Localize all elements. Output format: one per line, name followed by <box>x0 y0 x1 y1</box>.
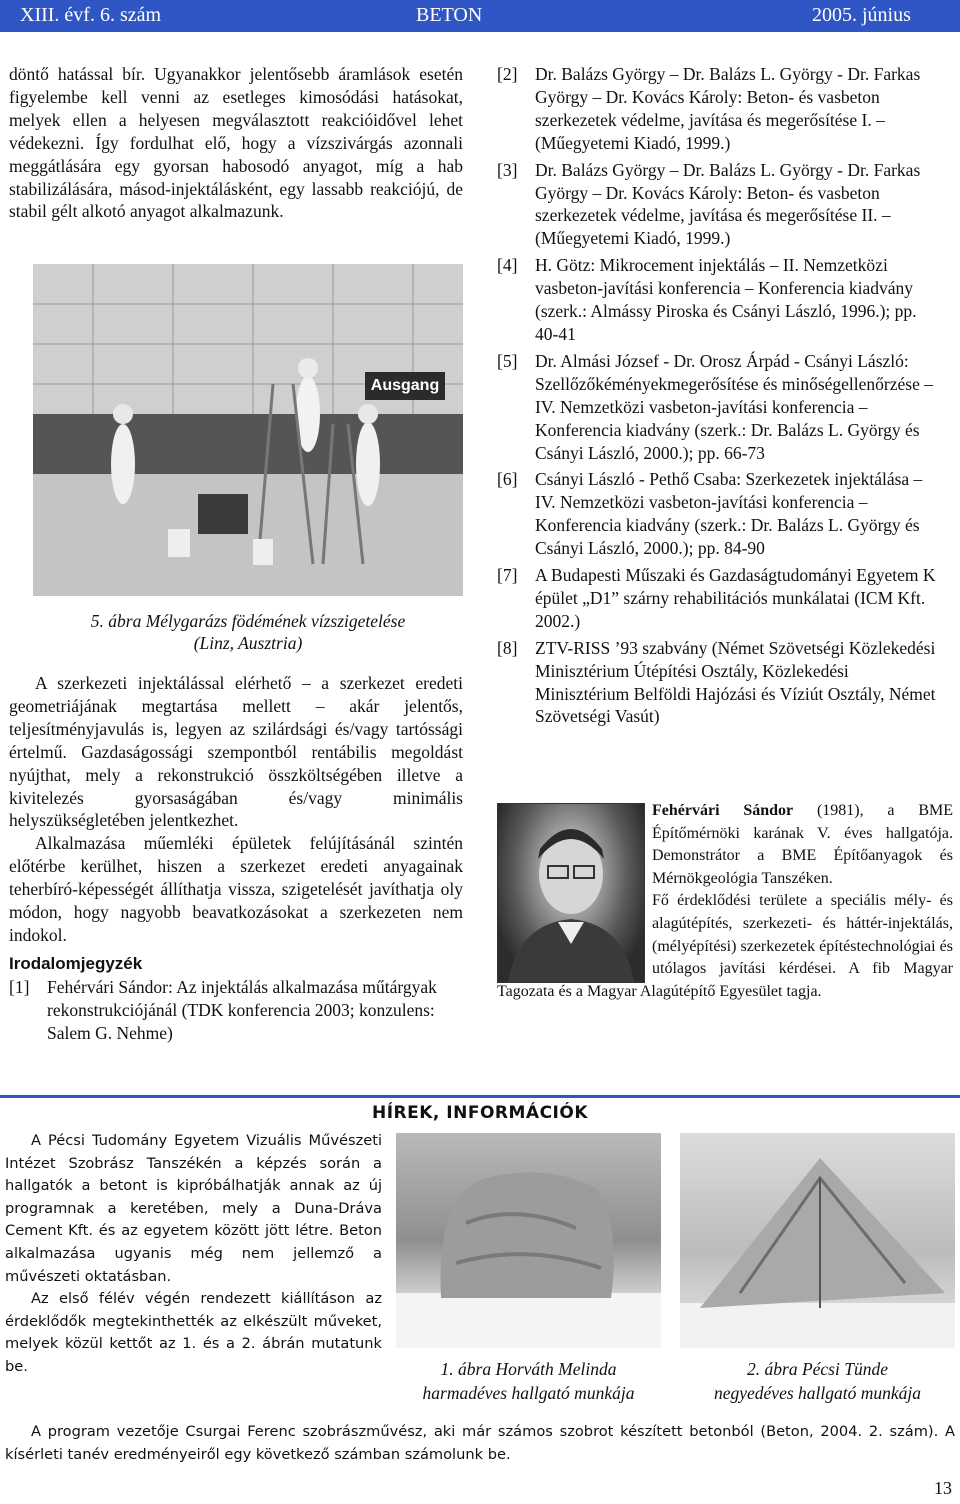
figure-1-caption-line2: harmadéves hallgató munkája <box>422 1383 635 1403</box>
issue-label: XIII. évf. 6. szám <box>20 4 162 26</box>
figure-1-sculpture <box>396 1133 661 1348</box>
sculpture-2-drawing <box>680 1133 955 1348</box>
figure-5-caption-line2: (Linz, Ausztria) <box>193 633 303 653</box>
news-title: HÍREK, INFORMÁCIÓK <box>371 1103 588 1123</box>
reference-item <box>497 63 942 155</box>
journal-name: BETON <box>416 4 483 26</box>
intro-paragraph: döntő hatással bír. Ugyanakkor jelentősebb áramlások esetén figyelembe kell venni az esetleges kimosódási hatásokat, melyek ellen a helyesen megválasztott reakcióidővel lehet védekezni. Így fordulhat elő, hogy a vízszivárgás azonnali meggátlására egy gyorsan habosodó anyagot, míg a hab stabilizálására, másod-injektálásként, egy lassabb reakciójú, de stabil gélt alkotó anyagot alkalmazunk. <box>9 64 463 222</box>
references-heading: Irodalomjegyzék <box>9 953 143 973</box>
reference-item <box>497 350 942 465</box>
reference-text: ZTV-RISS ’93 szabvány (Német Szövetségi Közlekedési Minisztérium Útépítési Osztály, Közlekedési Minisztérium Belföldi Hajózási és Víziút Osztály, Német Szövetségi Vasút) <box>535 637 936 727</box>
reference-item <box>9 976 463 1045</box>
left-body <box>9 672 463 1049</box>
garage-photo-drawing <box>33 264 463 596</box>
issue-date: 2005. június <box>812 4 911 26</box>
figure-2-caption <box>680 1357 955 1405</box>
author-name: Fehérvári Sándor <box>652 802 794 819</box>
exit-sign: Ausgang <box>365 372 445 400</box>
reference-number: [8] <box>497 637 518 658</box>
reference-text: H. Götz: Mikrocement injektálás – II. Nemzetközi vasbeton-javítási konferencia – Konferencia kiadvány (szerk.: Almássy Piroska és Csányi László, 1996.); pp. 40-41 <box>535 255 917 344</box>
reference-number: [2] <box>497 64 518 84</box>
author-bio <box>497 800 953 1003</box>
news-text-bottom <box>5 1421 955 1466</box>
reference-number: [1] <box>9 976 30 997</box>
reference-number: [5] <box>497 350 518 371</box>
reference-text: Fehérvári Sándor: Az injektálás alkalmazása műtárgyak rekonstrukciójánál (TDK konferencia 2003; konzulens: Salem G. Nehme) <box>47 976 437 1043</box>
references-list <box>497 63 942 732</box>
figure-1-caption <box>396 1357 661 1405</box>
reference-number: [7] <box>497 565 518 586</box>
reference-number: [6] <box>497 469 518 490</box>
body-paragraph-2: Alkalmazása műemléki épületek felújításánál szintén előtérbe kerülhet, hiszen a szerkezet eredeti anyagainak teherbíró-képességét állíthatja vissza, szigetelését javíthatja oly módon, hogy nagyobb beavatkozásokat a szerkezeten nem indokol. <box>9 833 463 945</box>
figure-5-photo <box>33 264 463 596</box>
reference-number: [4] <box>497 255 518 276</box>
figure-2-sculpture <box>680 1133 955 1348</box>
figure-5-caption <box>33 610 463 654</box>
reference-item <box>497 159 942 251</box>
figure-5-caption-line1: 5. ábra Mélygarázs födémének vízszigetelése <box>90 611 406 631</box>
news-paragraph-1: A Pécsi Tudomány Egyetem Vizuális Művészeti Intézet Szobrász Tanszékén a képzés során a hallgatók a betont is kipróbálhatják annak az új programnak a keretében, mely a Duna-Dráva Cement Kft. és az egyetem között jött létre. Beton alkalmazása ugyanis még nem jellemző a művészeti oktatásban. <box>5 1132 382 1285</box>
section-divider <box>0 1095 960 1098</box>
body-paragraph-1: A szerkezeti injektálással elérhető – a szerkezet eredeti geometriájának megtartása mellett – akár jelentős, teljesítményjavulás is, legyen az szilárdsági és/vagy tartóssági értelmű. Gazdaságossági szempontból rentábilis megoldást nyújthat, mely a rekonstrukció összköltségében illetve a kivitelezés gyorsaságában és/vagy minimális helyszükségletében jelentkezhet. <box>9 673 463 831</box>
left-column <box>9 63 463 223</box>
figure-2-caption-line2: negyedéves hallgató munkája <box>713 1383 922 1403</box>
author-bio-1: (1981), a BME Építőmérnöki karának V. éves hallgatója. Demonstrátor a BME Építőanyagok és Mérnökgeológia Tanszéken. <box>652 802 953 887</box>
reference-text: Csányi László - Pethő Csaba: Szerkezetek injektálása – IV. Nemzetközi vasbeton-javítási konferencia – Konferencia kiadvány (szerk.: Dr. Balázs L. György és Csányi László, 2000.); pp. 84-90 <box>535 469 923 559</box>
page-header <box>0 0 960 32</box>
news-paragraph-3: A program vezetője Csurgai Ferenc szobrászművész, aki már számos szobrot készített betonból (Beton, 2004. 2. szám). A kísérleti tanév eredményeiről egy következő számban számolunk be. <box>5 1423 955 1463</box>
sculpture-1-drawing <box>396 1133 661 1348</box>
reference-text: A Budapesti Műszaki és Gazdaságtudományi Egyetem K épület „D1” szárny rehabilitációs munkálatai (ICM Kft. 2002.) <box>535 565 936 631</box>
reference-text: Dr. Almási József - Dr. Orosz Árpád - Csányi László: Szellőzőkéményekmegerősítése és minőségellenőrzése – IV. Nemzetközi vasbeton-javítási konferencia – Konferencia kiadvány (szerk.: Dr. Balázs L. György és Csányi László, 2000.); pp. 66-73 <box>535 350 933 463</box>
reference-item <box>497 254 942 346</box>
author-bio-2: Fő érdeklődési területe a speciális mély- és alagútépítés, szerkezeti- és háttér-injektálás, (mélyépítési) szerkezetek építéstechnológiai és utólagos javítási kérdései. A fib Magyar Tagozata és a Magyar Alagútépítő Egyesület tagja. <box>497 892 953 1000</box>
figure-2-caption-line1: 2. ábra Pécsi Tünde <box>747 1359 888 1379</box>
reference-number: [3] <box>497 159 518 180</box>
reference-text: Dr. Balázs György – Dr. Balázs L. György - Dr. Farkas György – Dr. Kovács Károly: Beton- és vasbeton szerkezetek védelme, javítása és megerősítése I. – (Műegyetemi Kiadó, 1999.) <box>535 64 921 153</box>
reference-item <box>497 468 942 560</box>
figure-1-caption-line1: 1. ábra Horváth Melinda <box>440 1359 617 1379</box>
reference-text: Dr. Balázs György – Dr. Balázs L. György - Dr. Farkas György – Dr. Kovács Károly: Beton- és vasbeton szerkezetek védelme, javítása és megerősítése II. – (Műegyetemi Kiadó, 1999.) <box>535 159 921 249</box>
news-text <box>5 1130 382 1379</box>
reference-item <box>497 637 942 729</box>
reference-item <box>497 564 942 633</box>
news-paragraph-2: Az első félév végén rendezett kiállításon az érdeklődők megtekinthették az elkészült műveket, melyek közül kettőt az 1. és a 2. ábrán mutatunk be. <box>5 1290 382 1375</box>
page-number: 13 <box>934 1478 952 1498</box>
